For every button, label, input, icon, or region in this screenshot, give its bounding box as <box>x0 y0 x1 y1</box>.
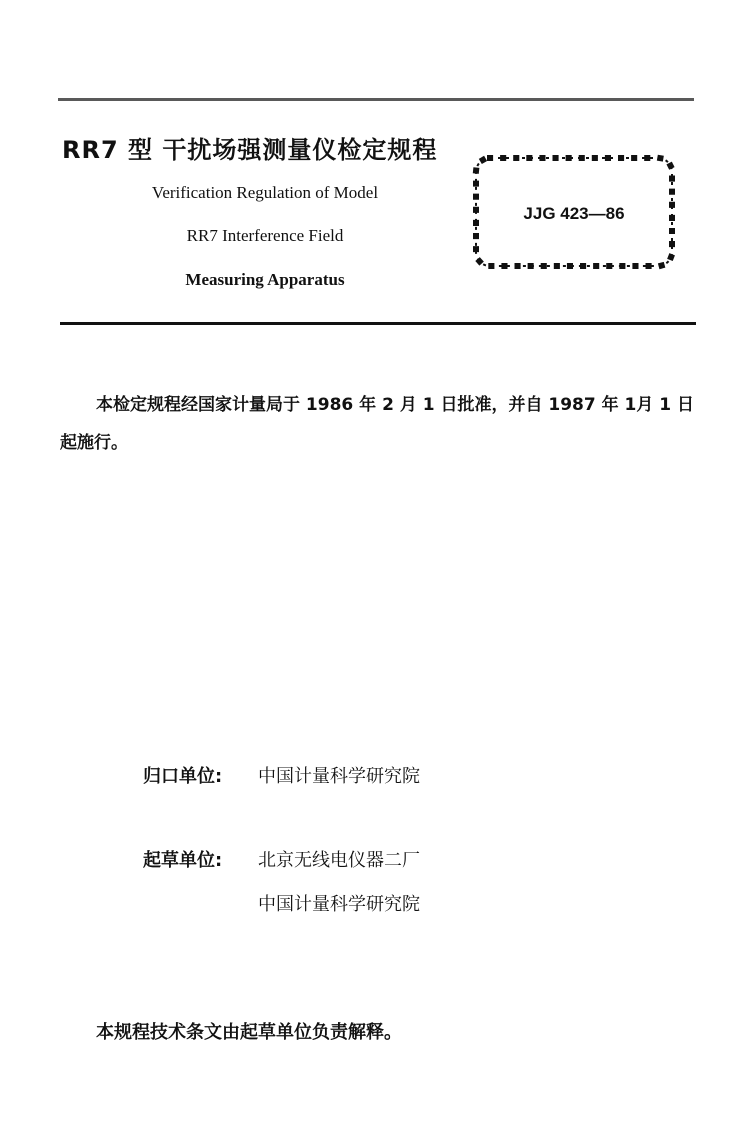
interpretation-note: 本规程技术条文由起草单位负责解释。 <box>96 1022 402 1043</box>
top-rule <box>58 98 694 101</box>
standard-code-badge <box>470 152 678 272</box>
title-english-line-1: Verification Regulation of Model <box>151 183 379 202</box>
bottom-rule <box>60 322 696 325</box>
responsible-unit-label: 归口单位: <box>143 766 223 787</box>
title-english-line-2: RR7 Interference Field <box>186 226 344 245</box>
title-english-line-3: Measuring Apparatus <box>185 270 345 289</box>
drafting-unit-label: 起草单位: <box>143 850 223 871</box>
title-chinese: RR7 型 干扰场强测量仪检定规程 <box>62 136 438 164</box>
approval-statement: 本检定规程经国家计量局于 1986 年 2 月 1 日批准，并自 1987 年 1月 1 日起施行。 <box>60 395 695 453</box>
standard-code: JJG 423—86 <box>523 204 625 223</box>
responsible-unit-value: 中国计量科学研究院 <box>258 766 420 787</box>
drafting-unit-value-1: 北京无线电仪器二厂 <box>258 850 420 871</box>
drafting-unit-value-2: 中国计量科学研究院 <box>258 894 420 915</box>
